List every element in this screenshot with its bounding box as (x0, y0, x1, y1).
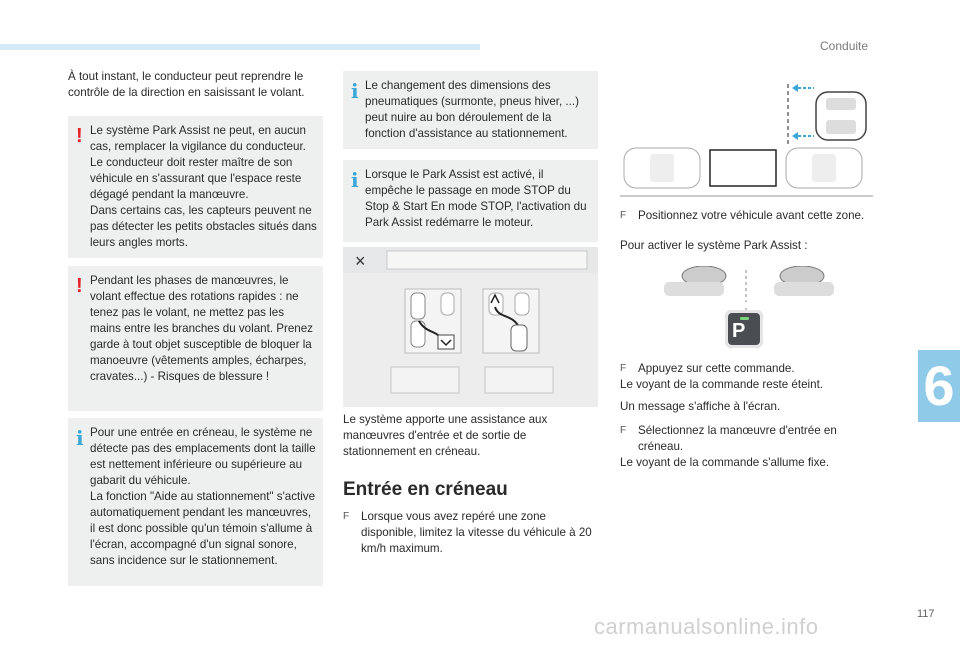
section-title: Conduite (820, 39, 869, 53)
info-icon: i (351, 79, 359, 103)
section-heading: Entrée en créneau (343, 479, 508, 500)
bullet-press (620, 361, 875, 377)
info-icon: i (76, 426, 84, 450)
parking-drawing (620, 80, 873, 204)
chevron-down-icon (438, 335, 454, 349)
park-icon: P (732, 320, 746, 342)
bullet-icon: F (620, 210, 627, 221)
header-bar (0, 44, 480, 50)
warning-icon: ! (76, 275, 83, 297)
assist-text: Le système apporte une assistance aux manœuvres d'entrée et de sortie de stationnement en créneau. (343, 413, 548, 458)
bullet-position-text: Positionnez votre véhicule avant cette zone. (638, 209, 865, 222)
info-text-1b: La fonction "Aide au stationnement" s'active automatiquement pendant les manœuvres, il est donc possible qu'un témoin s'allume à l'écran, accompagné d'un signal sonore, sans incidence sur le stationnement. (90, 490, 316, 567)
watermark: carmanualsonline.info (594, 614, 819, 639)
warning-text-1: Le système Park Assist ne peut, en aucun cas, remplacer la vigilance du conducteur. Le conducteur doit rester maître de son véhicule en s'assurant que l'espace reste dégagé pendant la manœuvre. (90, 124, 306, 201)
bullet-speed (343, 509, 598, 557)
info-icon: i (351, 168, 359, 192)
close-icon: × (355, 251, 366, 271)
bullet-press-text: Appuyez sur cette commande. (638, 362, 795, 375)
bullet-select (620, 423, 860, 455)
light-on-text: Le voyant de la commande s'allume fixe. (620, 456, 830, 469)
info-text-1: Pour une entrée en créneau, le système ne détecte pas des emplacements dont la taille est nettement inférieure ou supérieure au gabarit du véhicule. (90, 426, 316, 487)
bullet-select-text: Sélectionnez la manœuvre d'entrée en créneau. (638, 424, 837, 453)
info-text-3: Lorsque le Park Assist est activé, il empêche le passage en mode STOP du Stop & Start En mode STOP, l'activation du Park Assist redémarre le moteur. (365, 168, 587, 229)
bullet-speed-text: Lorsque vous avez repéré une zone disponible, limitez la vitesse du véhicule à 20 km/h maximum. (361, 510, 592, 555)
bullet-icon: F (620, 425, 627, 436)
info-text-2: Le changement des dimensions des pneumatiques (surmonte, pneus hiver, ...) peut nuire au bon déroulement de la fonction d'assistance au stationnement. (365, 79, 579, 140)
arrow-left-icon (792, 132, 798, 140)
info-box-1 (68, 418, 323, 586)
parking-space (710, 150, 776, 186)
screen-drawing (343, 247, 598, 407)
parking-diagram (620, 80, 873, 204)
info-box-3 (343, 160, 598, 242)
light-off-text: Le voyant de la commande reste éteint. (620, 378, 824, 391)
warning-box-2 (68, 266, 323, 411)
park-assist-button[interactable] (725, 310, 763, 348)
info-box-2 (343, 71, 598, 149)
activate-text: Pour activer le système Park Assist : (620, 239, 808, 252)
warning-text-1b: Dans certains cas, les capteurs peuvent ne pas détecter les petits obstacles situés dans leurs angles morts. (90, 204, 317, 249)
bullet-position (620, 208, 875, 224)
message-text: Un message s'affiche à l'écran. (620, 400, 781, 413)
bullet-icon: F (343, 511, 350, 522)
arrow-left-icon (792, 84, 798, 92)
warning-box-1 (68, 116, 323, 258)
warning-icon: ! (76, 125, 83, 147)
bullet-icon: F (620, 363, 627, 374)
screen-illustration (343, 247, 598, 407)
page-number: 117 (917, 608, 935, 620)
warning-text-2: Pendant les phases de manœuvres, le volant effectue des rotations rapides : ne tenez pas le volant, ne mettez pas les mains entre les branches du volant. Prenez garde à tout objet susceptible de bloquer la manoeuvre (vêtements amples, écharpes, cravates...) - Risques de blessure ! (90, 274, 313, 383)
intro-text: À tout instant, le conducteur peut reprendre le contrôle de la direction en saisissant le volant. (68, 70, 305, 99)
chapter-tab: 6 (918, 350, 960, 422)
